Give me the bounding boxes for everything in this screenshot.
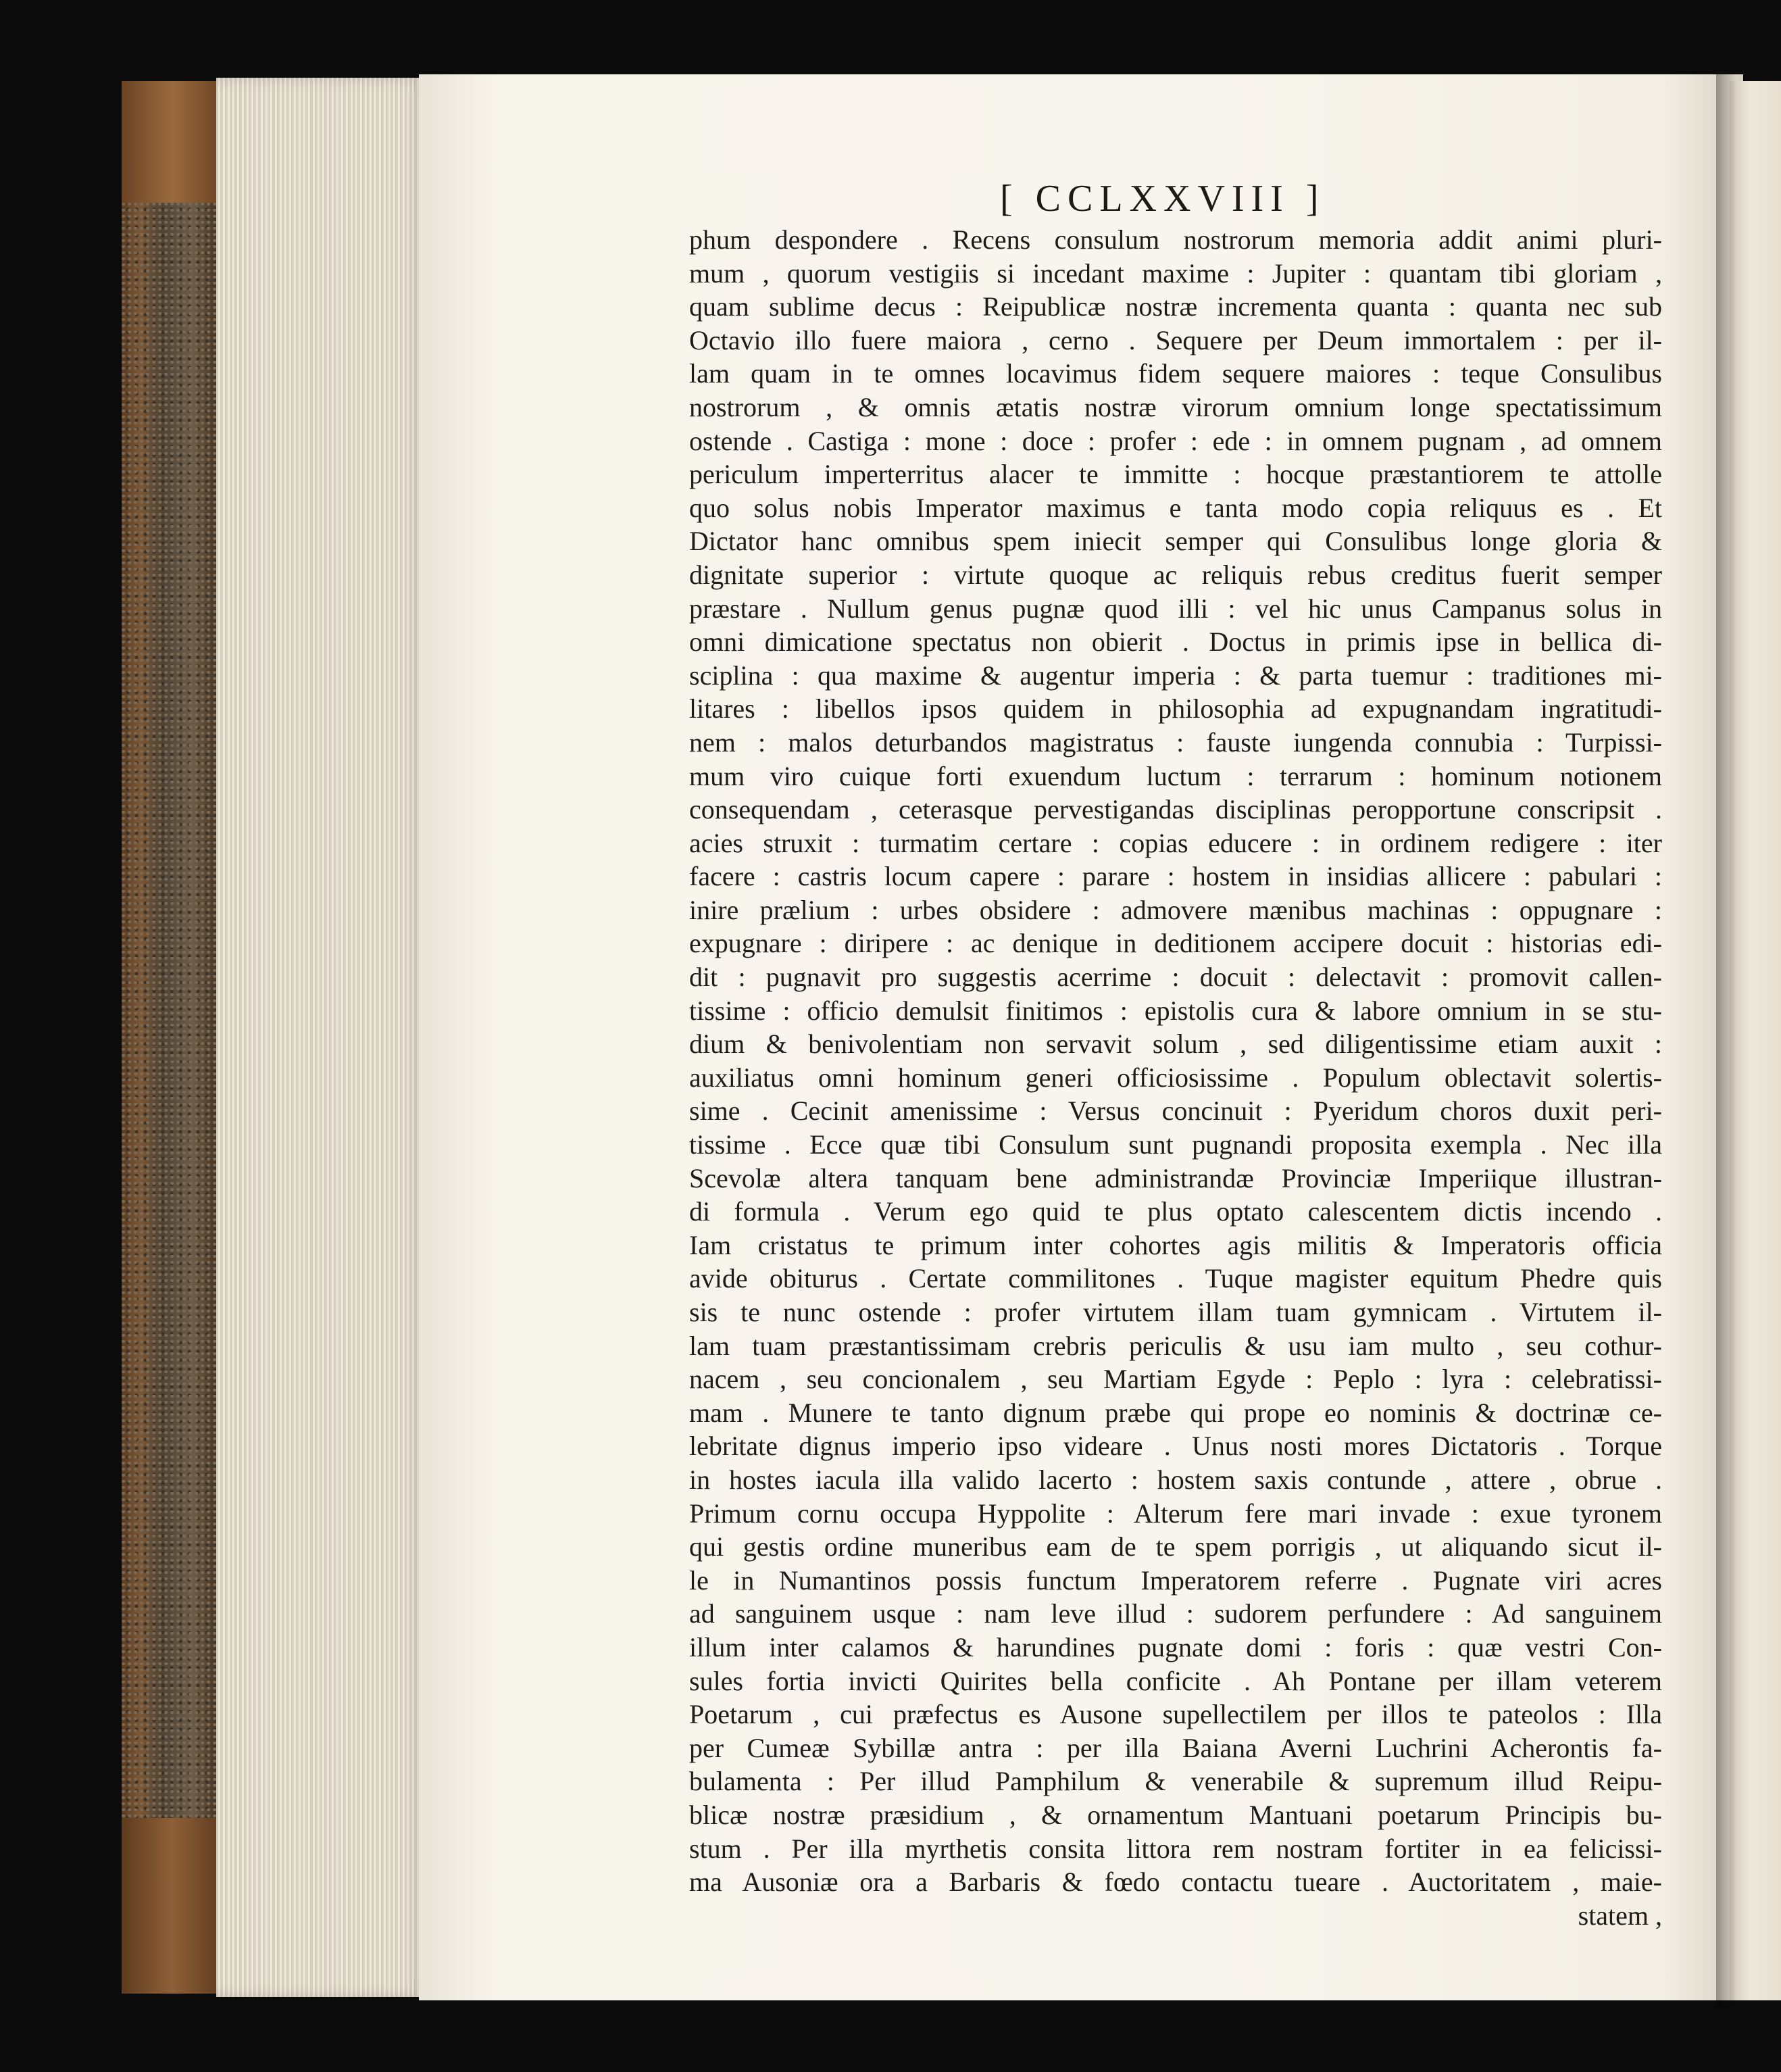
text-line: dignitate superior : virtute quoque ac reliquis rebus creditus fuerit semper bbox=[689, 559, 1662, 590]
text-line: statem , bbox=[1578, 1900, 1662, 1931]
text-line: expugnare : diripere : ac denique in deditionem accipere docuit : historias edi- bbox=[689, 928, 1662, 959]
page-edges bbox=[216, 78, 426, 1997]
text-line: mum , quorum vestigiis si incedant maxime : Jupiter : quantam tibi gloriam , bbox=[689, 257, 1662, 289]
text-line: Iam cristatus te primum inter cohortes agis militis & Imperatoris officia bbox=[689, 1229, 1662, 1260]
text-line: nacem , seu concionalem , seu Martiam Egyde : Peplo : lyra : celebratissi- bbox=[689, 1364, 1662, 1395]
text-line: di formula . Verum ego quid te plus optato calescentem dictis incendo . bbox=[689, 1196, 1662, 1227]
text-line: inire prælium : urbes obsidere : admovere mænibus machinas : oppugnare : bbox=[689, 894, 1662, 925]
text-line: Scevolæ altera tanquam bene administrandæ Provinciæ Imperiique illustran- bbox=[689, 1162, 1662, 1193]
text-line: quo solus nobis Imperator maximus e tanta modo copia reliquus es . Et bbox=[689, 492, 1662, 523]
text-line: consequendam , ceterasque pervestigandas disciplinas peropportune conscripsit . bbox=[689, 794, 1662, 825]
text-line: avide obiturus . Certate commilitones . Tuque magister equitum Phedre quis bbox=[689, 1263, 1662, 1294]
text-line: stum . Per illa myrthetis consita littora rem nostram fortiter in ea felicissi- bbox=[689, 1833, 1662, 1864]
text-line: illum inter calamos & harundines pugnate domi : foris : quæ vestri Con- bbox=[689, 1631, 1662, 1662]
gutter-shadow bbox=[1716, 74, 1736, 2007]
text-line: auxiliatus omni hominum generi officiosissime . Populum oblectavit solertis- bbox=[689, 1062, 1662, 1093]
text-line: per Cumeæ Sybillæ antra : per illa Baiana Averni Luchrini Acherontis fa- bbox=[689, 1732, 1662, 1763]
text-line: sciplina : qua maxime & augentur imperia : & parta tuemur : traditiones mi- bbox=[689, 660, 1662, 691]
text-line: lam tuam præstantissimam crebris periculis & usu iam multo , seu cothur- bbox=[689, 1330, 1662, 1361]
text-line: Dictator hanc omnibus spem iniecit semper qui Consulibus longe gloria & bbox=[689, 526, 1662, 557]
text-line: omni dimicatione spectatus non obierit . Doctus in primis ipse in bellica di- bbox=[689, 626, 1662, 658]
text-line: lam quam in te omnes locavimus fidem sequere maiores : teque Consulibus bbox=[689, 358, 1662, 389]
text-line: qui gestis ordine muneribus eam de te spem porrigis , ut aliquando sicut il- bbox=[689, 1531, 1662, 1562]
text-line: sules fortia invicti Quirites bella conficite . Ah Pontane per illam veterem bbox=[689, 1665, 1662, 1696]
text-line: ad sanguinem usque : nam leve illud : sudorem perfundere : Ad sanguinem bbox=[689, 1598, 1662, 1629]
text-line: Poetarum , cui præfectus es Ausone supellectilem per illos te pateolos : Illa bbox=[689, 1699, 1662, 1730]
facing-page-sliver bbox=[1730, 81, 1781, 2000]
text-line: mam . Munere te tanto dignum præbe qui prope eo nominis & doctrinæ ce- bbox=[689, 1397, 1662, 1428]
text-line: lebritate dignus imperio ipso videare . Unus nosti mores Dictatoris . Torque bbox=[689, 1431, 1662, 1462]
text-line: nem : malos deturbandos magistratus : fauste iungenda connubia : Turpissi- bbox=[689, 726, 1662, 758]
text-line: quam sublime decus : Reipublicæ nostræ incrementa quanta : quanta nec sub bbox=[689, 291, 1662, 322]
text-line: in hostes iacula illa valido lacerto : hostem saxis contunde , attere , obrue . bbox=[689, 1464, 1662, 1495]
text-line: bulamenta : Per illud Pamphilum & venerabile & supremum illud Reipu- bbox=[689, 1766, 1662, 1797]
cover-leather-band-top bbox=[122, 81, 223, 203]
text-line: sis te nunc ostende : profer virtutem illam tuam gymnicam . Virtutem il- bbox=[689, 1297, 1662, 1327]
text-line: Octavio illo fuere maiora , cerno . Sequere per Deum immortalem : per il- bbox=[689, 324, 1662, 355]
text-line: præstare . Nullum genus pugnæ quod illi : vel hic unus Campanus solus in bbox=[689, 593, 1662, 624]
text-line: blicæ nostræ præsidium , & ornamentum Mantuani poetarum Principis bu- bbox=[689, 1799, 1662, 1830]
text-line: acies struxit : turmatim certare : copias educere : in ordinem redigere : iter bbox=[689, 827, 1662, 858]
text-line: tissime : officio demulsit finitimos : epistolis cura & labore omnium in se stu- bbox=[689, 995, 1662, 1026]
text-line: facere : castris locum capere : parare : hostem in insidias allicere : pabulari : bbox=[689, 861, 1662, 892]
text-line: tissime . Ecce quæ tibi Consulum sunt pugnandi proposita exempla . Nec illa bbox=[689, 1129, 1662, 1160]
text-line: ma Ausoniæ ora a Barbaris & fœdo contactu tueare . Auctoritatem , maie- bbox=[689, 1867, 1662, 1898]
cover-leather-band-bottom bbox=[122, 1818, 223, 1994]
body-text bbox=[689, 223, 1662, 1932]
text-line: sime . Cecinit amenissime : Versus concinuit : Pyeridum choros duxit peri- bbox=[689, 1095, 1662, 1127]
text-line: ostende . Castiga : mone : doce : profer : ede : in omnem pugnam , ad omnem bbox=[689, 425, 1662, 456]
text-line: le in Numantinos possis functum Imperatorem referre . Pugnate viri acres bbox=[689, 1564, 1662, 1596]
book-cover bbox=[122, 81, 223, 1994]
text-line: nostrorum , & omnis ætatis nostræ virorum omnium longe spectatissimum bbox=[689, 391, 1662, 422]
text-line: periculum imperterritus alacer te immitte : hocque præstantiorem te attolle bbox=[689, 459, 1662, 490]
text-line: mum viro cuique forti exuendum luctum : terrarum : hominum notionem bbox=[689, 760, 1662, 791]
text-line: Primum cornu occupa Hyppolite : Alterum fere mari invade : exue tyronem bbox=[689, 1498, 1662, 1529]
text-line: dit : pugnavit pro suggestis acerrime : docuit : delectavit : promovit callen- bbox=[689, 962, 1662, 993]
text-line: dium & benivolentiam non servavit solum , sed diligentissime etiam auxit : bbox=[689, 1029, 1662, 1060]
text-line: phum despondere . Recens consulum nostrorum memoria addit animi pluri- bbox=[689, 224, 1662, 255]
running-head: [ CCLXXVIII ] bbox=[1000, 178, 1326, 220]
text-line: litares : libellos ipsos quidem in philosophia ad expugnandam ingratitudi- bbox=[689, 693, 1662, 724]
